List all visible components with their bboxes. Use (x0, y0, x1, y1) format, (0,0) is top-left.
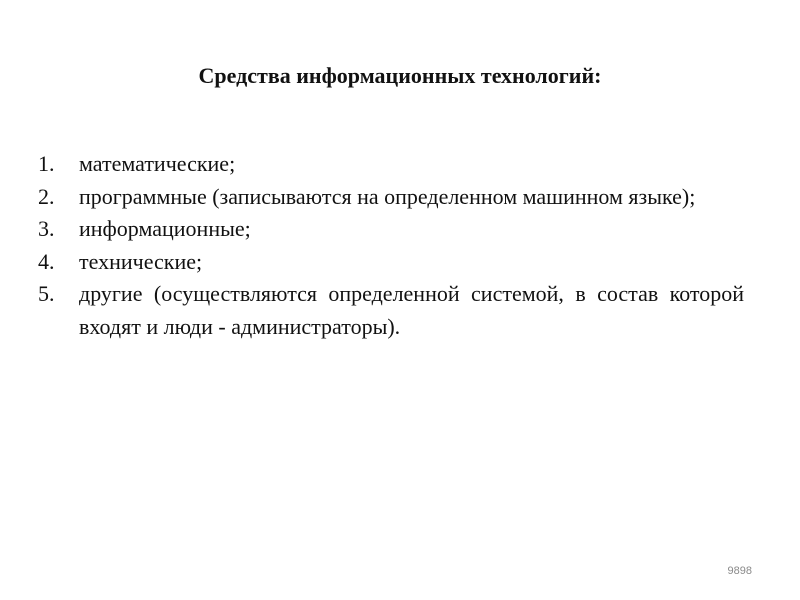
list-item-text: математические; (79, 151, 236, 176)
list-item-number: 2. (38, 183, 55, 209)
numbered-list (38, 148, 744, 343)
list-item (38, 148, 744, 181)
list-item-text: информационные; (79, 216, 251, 241)
list-item (38, 278, 744, 343)
list-item (38, 246, 744, 279)
slide-page-number: 9898 (727, 565, 752, 577)
list-item-number: 3. (38, 216, 55, 241)
list-item-text: другие (осуществляются определенной системой, в состав которой входят и люди - администраторы). (79, 281, 744, 339)
list-item (38, 181, 744, 214)
list-item-number: 1. (38, 151, 55, 176)
list-item-number: 5. (38, 281, 55, 306)
list-item-text: программные (записываются на определенном машинном языке); (79, 183, 696, 209)
list-item-text: технические; (79, 248, 203, 274)
slide-title: Средства информационных технологий: (198, 63, 602, 88)
list-item (38, 213, 744, 246)
list-item-number: 4. (38, 248, 55, 274)
